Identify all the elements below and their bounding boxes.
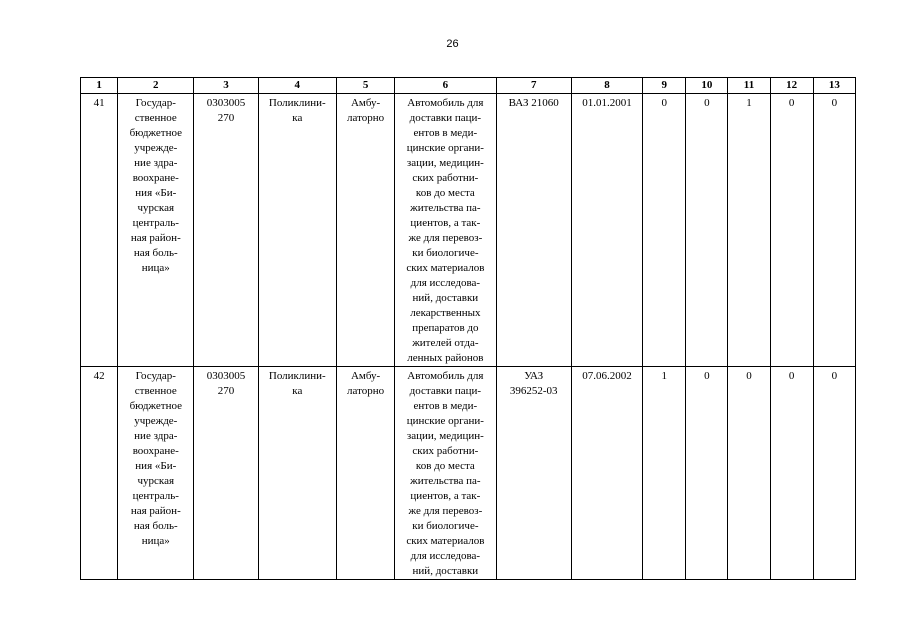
value-cell: 0 (770, 367, 813, 580)
column-header: 13 (813, 78, 855, 94)
value-cell: 1 (643, 367, 686, 580)
column-header: 5 (336, 78, 394, 94)
vehicle-model-cell: ВАЗ 21060 (496, 94, 571, 367)
column-header: 9 (643, 78, 686, 94)
value-cell: 0 (813, 367, 855, 580)
row-number-cell: 41 (81, 94, 118, 367)
care-type-cell: Амбу- латорно (336, 367, 394, 580)
value-cell: 1 (728, 94, 770, 367)
code-cell: 0303005 270 (194, 94, 258, 367)
column-header: 6 (395, 78, 496, 94)
table-header-row (81, 78, 856, 94)
vehicle-table (80, 77, 856, 580)
row-number-cell: 42 (81, 367, 118, 580)
column-header: 12 (770, 78, 813, 94)
purpose-cell: Автомобиль для доставки паци- ентов в меди- цинские органи- зации, медицин- ских работни- ков до места жительства па- циентов, а так- же для перевоз- ки биологиче- ских материалов для исследова- ний, доставки (395, 367, 496, 580)
value-cell: 0 (643, 94, 686, 367)
table-row (81, 367, 856, 580)
page-number: 26 (446, 38, 459, 50)
vehicle-model-cell: УАЗ 396252-03 (496, 367, 571, 580)
purpose-cell: Автомобиль для доставки паци- ентов в меди- цинские органи- зации, медицин- ских работни- ков до места жительства па- циентов, а так- же для перевоз- ки биологиче- ских материалов для исследова- ний, доставки лекарственных препаратов до жителей отда- ленных районов (395, 94, 496, 367)
column-header: 1 (81, 78, 118, 94)
organization-cell: Государ- ственное бюджетное учрежде- ние здра- воохране- ния «Би- чурская централь- ная район- ная боль- ница» (118, 367, 194, 580)
date-cell: 01.01.2001 (571, 94, 642, 367)
date-cell: 07.06.2002 (571, 367, 642, 580)
column-header: 3 (194, 78, 258, 94)
unit-cell: Поликлини- ка (258, 94, 336, 367)
code-cell: 0303005 270 (194, 367, 258, 580)
value-cell: 0 (770, 94, 813, 367)
column-header: 7 (496, 78, 571, 94)
column-header: 4 (258, 78, 336, 94)
value-cell: 0 (686, 94, 728, 367)
column-header: 10 (686, 78, 728, 94)
value-cell: 0 (813, 94, 855, 367)
column-header: 2 (118, 78, 194, 94)
column-header: 8 (571, 78, 642, 94)
unit-cell: Поликлини- ка (258, 367, 336, 580)
column-header: 11 (728, 78, 770, 94)
table-row (81, 94, 856, 367)
organization-cell: Государ- ственное бюджетное учрежде- ние здра- воохране- ния «Би- чурская централь- ная район- ная боль- ница» (118, 94, 194, 367)
care-type-cell: Амбу- латорно (336, 94, 394, 367)
value-cell: 0 (728, 367, 770, 580)
value-cell: 0 (686, 367, 728, 580)
